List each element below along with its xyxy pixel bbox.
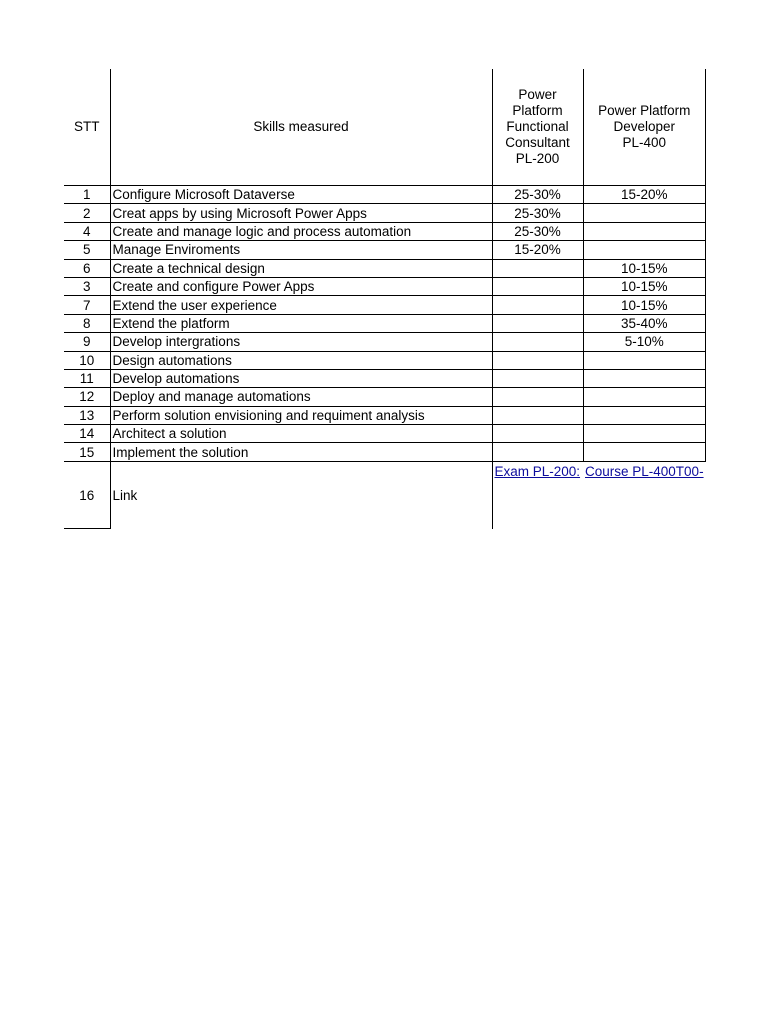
skill-cell: Create and manage logic and process automation [110, 222, 492, 240]
table-row [64, 388, 706, 406]
pl400-link-cell [583, 461, 706, 529]
stt-cell: 14 [64, 425, 110, 443]
stt-cell: 6 [64, 259, 110, 277]
pl400-cell [583, 425, 706, 443]
skill-cell: Perform solution envisioning and requiment analysis [110, 406, 492, 424]
pl400-cell [583, 351, 706, 369]
pl400-cell: 10-15% [583, 259, 706, 277]
header-pl200-line: Functional [506, 119, 569, 134]
stt-cell: 11 [64, 369, 110, 387]
stt-cell: 10 [64, 351, 110, 369]
table-row [64, 314, 706, 332]
header-pl400 [583, 69, 706, 186]
skill-cell: Creat apps by using Microsoft Power Apps [110, 204, 492, 222]
pl200-link-cell [492, 461, 583, 529]
pl200-cell [492, 259, 583, 277]
pl200-cell: 25-30% [492, 186, 583, 204]
pl400-cell [583, 388, 706, 406]
pl200-cell [492, 296, 583, 314]
pl400-cell [583, 222, 706, 240]
stt-cell: 12 [64, 388, 110, 406]
pl400-cell: 35-40% [583, 314, 706, 332]
stt-cell: 16 [64, 461, 110, 529]
skill-cell: Create a technical design [110, 259, 492, 277]
pl200-cell: 25-30% [492, 204, 583, 222]
stt-cell: 8 [64, 314, 110, 332]
table-row [64, 406, 706, 424]
pl400-cell [583, 369, 706, 387]
skill-cell: Create and configure Power Apps [110, 277, 492, 295]
stt-cell: 15 [64, 443, 110, 461]
pl400-cell [583, 241, 706, 259]
header-row [64, 69, 706, 186]
pl400-cell [583, 204, 706, 222]
header-stt: STT [64, 69, 110, 186]
skill-cell: Architect a solution [110, 425, 492, 443]
stt-cell: 7 [64, 296, 110, 314]
skill-cell: Extend the user experience [110, 296, 492, 314]
table-row [64, 277, 706, 295]
pl200-cell [492, 425, 583, 443]
pl400-cell: 10-15% [583, 296, 706, 314]
pl200-cell [492, 314, 583, 332]
link-row [64, 461, 706, 529]
pl400-cell [583, 406, 706, 424]
skill-cell: Develop automations [110, 369, 492, 387]
skill-cell: Develop intergrations [110, 333, 492, 351]
pl200-cell [492, 406, 583, 424]
table-row [64, 443, 706, 461]
table-row [64, 351, 706, 369]
stt-cell: 9 [64, 333, 110, 351]
course-pl400-link[interactable]: Course PL-400T00- [585, 463, 704, 479]
skills-table [64, 69, 706, 529]
stt-cell: 4 [64, 222, 110, 240]
skill-cell: Extend the platform [110, 314, 492, 332]
pl200-cell [492, 333, 583, 351]
stt-cell: 1 [64, 186, 110, 204]
pl200-cell [492, 369, 583, 387]
header-skills: Skills measured [110, 69, 492, 186]
pl200-cell [492, 388, 583, 406]
table-row [64, 241, 706, 259]
pl200-cell: 25-30% [492, 222, 583, 240]
skill-cell: Manage Enviroments [110, 241, 492, 259]
exam-pl200-link[interactable]: Exam PL-200: [494, 463, 581, 479]
table-row [64, 222, 706, 240]
pl200-cell [492, 351, 583, 369]
pl200-cell [492, 443, 583, 461]
header-pl200-line: Consultant [505, 135, 570, 150]
skill-cell: Deploy and manage automations [110, 388, 492, 406]
pl400-cell [583, 443, 706, 461]
stt-cell: 3 [64, 277, 110, 295]
table-row [64, 369, 706, 387]
table-row [64, 259, 706, 277]
header-pl400-line: Developer [613, 119, 676, 134]
pl200-cell: 15-20% [492, 241, 583, 259]
skill-cell: Design automations [110, 351, 492, 369]
link-label: Link [110, 461, 492, 529]
header-pl200 [492, 69, 583, 186]
table-row [64, 204, 706, 222]
stt-cell: 13 [64, 406, 110, 424]
pl400-cell: 5-10% [583, 333, 706, 351]
pl400-cell: 10-15% [583, 277, 706, 295]
header-pl400-line: Power Platform [598, 103, 691, 118]
table-row [64, 333, 706, 351]
pl200-cell [492, 277, 583, 295]
table-row [64, 186, 706, 204]
pl400-cell: 15-20% [583, 186, 706, 204]
skill-cell: Implement the solution [110, 443, 492, 461]
table-row [64, 425, 706, 443]
header-pl200-line: Power [518, 87, 557, 102]
skill-cell: Configure Microsoft Dataverse [110, 186, 492, 204]
header-pl400-line: PL-400 [622, 135, 667, 150]
header-pl200-line: PL-200 [515, 151, 560, 166]
table-row [64, 296, 706, 314]
stt-cell: 5 [64, 241, 110, 259]
header-pl200-line: Platform [512, 103, 563, 118]
stt-cell: 2 [64, 204, 110, 222]
